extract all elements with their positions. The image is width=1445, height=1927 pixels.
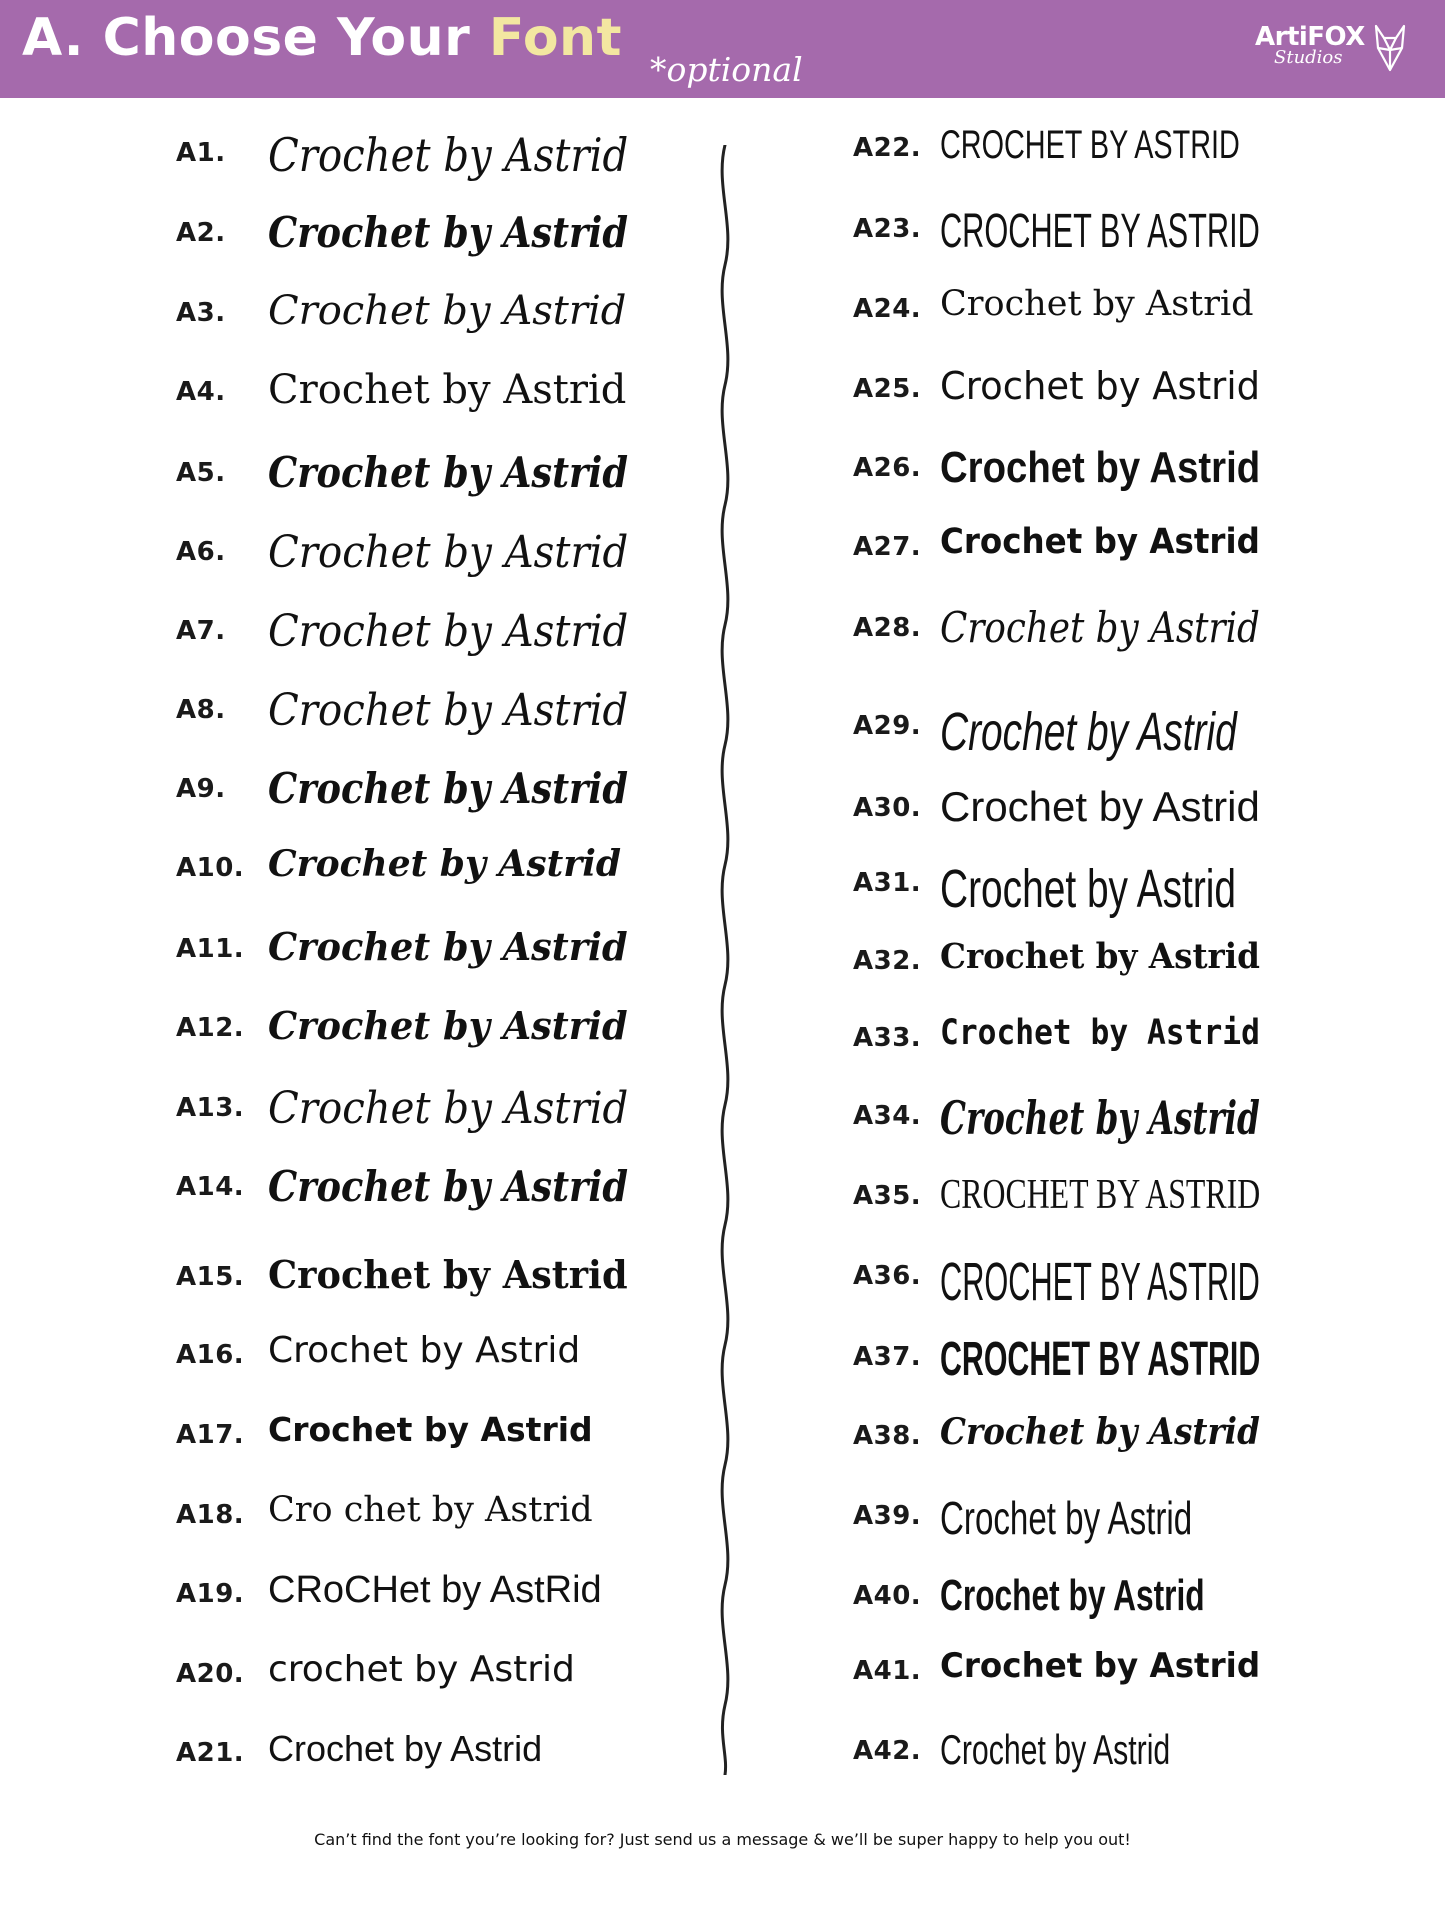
title-accent: Font [488, 8, 622, 68]
font-code: A11. [176, 934, 245, 964]
font-sample: Crochet by Astrid [268, 924, 628, 969]
font-code: A2. [176, 218, 226, 248]
font-sample: Crochet by Astrid [268, 1410, 593, 1449]
font-sample: Crochet by Astrid [940, 1411, 1260, 1453]
font-code: A42. [853, 1736, 922, 1766]
font-code: A36. [853, 1261, 922, 1291]
font-sample: crochet by Astrid [268, 1649, 575, 1690]
font-sample: Crochet by Astrid [940, 783, 1260, 830]
font-sample: Crochet by Astrid [268, 1252, 628, 1297]
font-sample: CROCHET BY ASTRID [940, 1172, 1261, 1218]
font-code: A10. [176, 853, 245, 883]
font-code: A33. [853, 1023, 922, 1053]
font-sample: Crochet by Astrid [268, 606, 629, 657]
page-title [22, 8, 622, 68]
font-code: A40. [853, 1581, 922, 1611]
font-sample: Crochet by Astrid [268, 1728, 543, 1769]
font-sample: Crochet by Astrid [268, 208, 629, 257]
font-sample: Crochet by Astrid [268, 128, 629, 182]
font-sample: Crochet by Astrid [268, 685, 629, 736]
font-code: A5. [176, 458, 226, 488]
font-code: A29. [853, 711, 922, 741]
font-sample: Crochet by Astrid [940, 936, 1260, 977]
font-sample: Crochet by Astrid [940, 702, 1237, 762]
font-code: A21. [176, 1738, 245, 1768]
font-code: A39. [853, 1501, 922, 1531]
font-sample: Crochet by Astrid [940, 443, 1261, 492]
font-sample: Crochet by Astrid [940, 1091, 1260, 1145]
font-code: A13. [176, 1093, 245, 1123]
column-divider [710, 145, 740, 1775]
logo-brand: ArtiFOX [1255, 22, 1365, 52]
font-sample: Crochet by Astrid [940, 1571, 1205, 1620]
font-code: A6. [176, 537, 226, 567]
font-code: A38. [853, 1421, 922, 1451]
font-code: A19. [176, 1579, 245, 1609]
header-bar [0, 0, 1445, 98]
font-code: A20. [176, 1659, 245, 1689]
font-sample: Crochet by Astrid [940, 1013, 1260, 1053]
font-code: A8. [176, 695, 226, 725]
footer-note: Can’t find the font you’re looking for? Just send us a message & we’ll be super happy to help you out! [314, 1830, 1131, 1849]
font-sample: Crochet by Astrid [940, 522, 1260, 562]
font-code: A22. [853, 133, 922, 163]
font-code: A18. [176, 1500, 245, 1530]
font-code: A25. [853, 374, 922, 404]
font-sample: CROCHET BY ASTRID [940, 1333, 1261, 1386]
font-code: A16. [176, 1340, 245, 1370]
font-sample: Crochet by Astrid [940, 364, 1261, 408]
font-code: A17. [176, 1420, 245, 1450]
font-sample: Crochet by Astrid [268, 1003, 628, 1048]
font-sample: Crochet by Astrid [940, 284, 1254, 324]
font-code: A3. [176, 298, 226, 328]
font-code: A34. [853, 1101, 922, 1131]
font-code: A28. [853, 613, 922, 643]
font-code: A41. [853, 1656, 922, 1686]
font-code: A32. [853, 946, 922, 976]
font-sample: Crochet by Astrid [268, 1083, 629, 1134]
font-code: A26. [853, 453, 922, 483]
font-code: A14. [176, 1172, 245, 1202]
font-sample: Crochet by Astrid [940, 1646, 1261, 1686]
font-sample: CRoCHet by AstRid [268, 1569, 602, 1611]
font-sample: Crochet by Astrid [940, 859, 1237, 919]
font-code: A7. [176, 616, 226, 646]
title-main: A. Choose Your [22, 8, 489, 68]
font-sample: Cro chet by Astrid [268, 1490, 593, 1530]
font-sample: Crochet by Astrid [268, 288, 627, 334]
font-sample: Crochet by Astrid [268, 1330, 581, 1371]
font-sample: CROCHET BY ASTRID [940, 123, 1240, 167]
optional-note: *optional [650, 50, 803, 89]
font-sample: Crochet by Astrid [268, 764, 629, 813]
font-sample: CROCHET BY ASTRID [940, 1252, 1260, 1312]
font-code: A4. [176, 377, 226, 407]
font-code: A35. [853, 1181, 922, 1211]
font-code: A37. [853, 1342, 922, 1372]
artifox-logo [1252, 18, 1412, 78]
font-code: A15. [176, 1262, 245, 1292]
font-code: A12. [176, 1013, 245, 1043]
font-code: A9. [176, 774, 226, 804]
font-code: A31. [853, 868, 922, 898]
font-code: A30. [853, 793, 922, 823]
font-sample: Crochet by Astrid [268, 367, 627, 413]
font-sample: CROCHET BY ASTRID [940, 205, 1260, 258]
font-code: A24. [853, 294, 922, 324]
font-sample: Crochet by Astrid [268, 843, 622, 885]
fox-icon [1370, 20, 1410, 76]
font-sample: Crochet by Astrid [268, 527, 629, 578]
font-code: A1. [176, 138, 226, 168]
font-code: A23. [853, 214, 922, 244]
font-sample: Crochet by Astrid [940, 1726, 1171, 1773]
font-sample: Crochet by Astrid [940, 1492, 1193, 1544]
font-sample: Crochet by Astrid [268, 448, 629, 497]
font-sample: Crochet by Astrid [268, 1162, 629, 1211]
font-sample: Crochet by Astrid [940, 603, 1260, 652]
font-code: A27. [853, 532, 922, 562]
logo-sub: Studios [1274, 47, 1343, 68]
